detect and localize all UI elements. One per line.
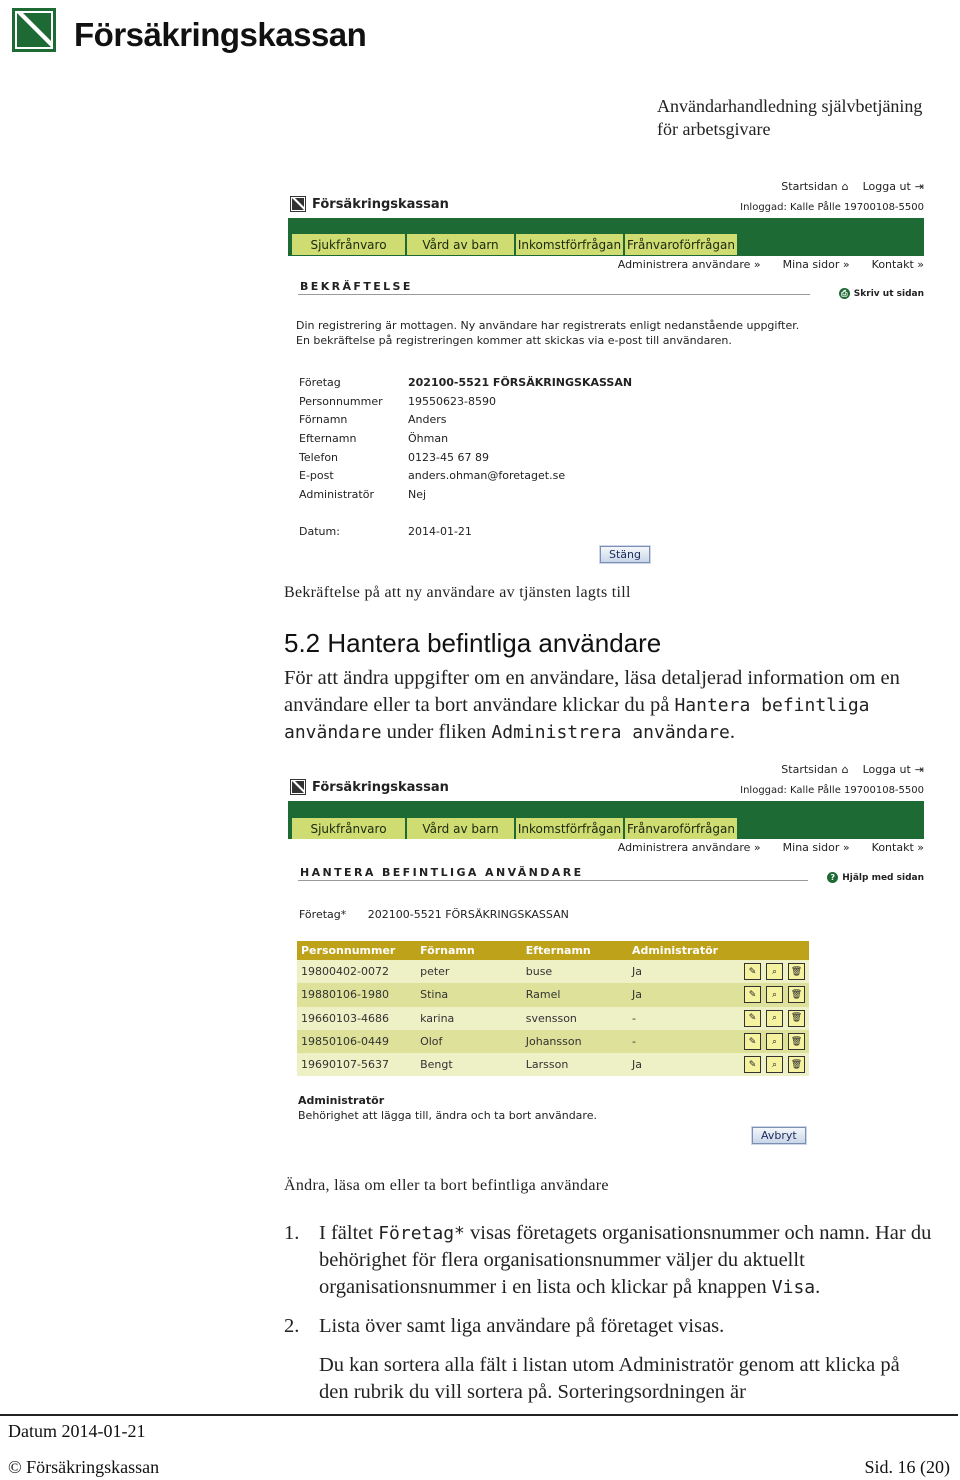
cell-efternamn: buse — [522, 960, 628, 983]
document-title — [657, 95, 922, 141]
tab-sjukfranvaro[interactable]: Sjukfrånvaro — [292, 234, 405, 255]
logo-icon — [12, 8, 56, 52]
screenshot-brand-text: Försäkringskassan — [312, 779, 449, 795]
cell-administrator: - — [628, 1007, 740, 1030]
detail-label: Förnamn — [299, 413, 348, 427]
ui-reference: Företag* — [378, 1223, 465, 1244]
view-icon[interactable]: ⌕ — [766, 986, 783, 1003]
list-number: 2. — [284, 1315, 300, 1337]
cell-fornamn: Olof — [416, 1030, 522, 1053]
figure-caption: Bekräftelse på att ny användare av tjänsten lagts till — [284, 584, 631, 601]
column-header-actions — [740, 941, 809, 960]
home-icon: ⌂ — [841, 180, 849, 193]
tab-bar — [292, 234, 737, 255]
logged-in-text: Inloggad: Kalle Pålle 19700108-5500 — [740, 202, 924, 213]
cell-fornamn: Stina — [416, 983, 522, 1006]
tab-vard-av-barn[interactable]: Vård av barn — [407, 818, 514, 839]
screenshot-manage-users — [288, 763, 928, 1148]
screenshot-brand — [290, 196, 449, 212]
ui-reference: Administrera användare — [491, 722, 730, 743]
edit-icon[interactable]: ✎ — [744, 1033, 761, 1050]
edit-icon[interactable]: ✎ — [744, 986, 761, 1003]
ui-reference: Visa — [771, 1277, 816, 1298]
confirmation-message — [296, 318, 799, 348]
list-text-part: . — [815, 1276, 821, 1298]
startsidan-link[interactable]: Startsidan ⌂ — [781, 763, 849, 776]
detail-label: Efternamn — [299, 432, 357, 446]
delete-icon[interactable]: 🗑 — [788, 986, 805, 1003]
delete-icon[interactable]: 🗑 — [788, 963, 805, 980]
admin-description: Behörighet att lägga till, ändra och ta bort användare. — [298, 1109, 597, 1122]
startsidan-link[interactable]: Startsidan ⌂ — [781, 180, 849, 193]
footer-date: Datum 2014-01-21 — [8, 1421, 146, 1441]
subnav-kontakt[interactable]: Kontakt » — [871, 841, 924, 854]
view-icon[interactable]: ⌕ — [766, 1010, 783, 1027]
cell-personnummer: 19850106-0449 — [297, 1030, 416, 1053]
cell-personnummer: 19880106-1980 — [297, 983, 416, 1006]
section-paragraph — [284, 665, 944, 746]
logga-ut-link[interactable]: Logga ut ⇥ — [862, 763, 924, 776]
column-header-fornamn[interactable]: Förnamn — [416, 941, 522, 960]
detail-value: 0123-45 67 89 — [408, 450, 489, 464]
cell-efternamn: Ramel — [522, 983, 628, 1006]
page-number: Sid. 16 (20) — [864, 1457, 950, 1477]
detail-label: Personnummer — [299, 394, 383, 408]
logged-in-text: Inloggad: Kalle Pålle 19700108-5500 — [740, 785, 924, 796]
logout-icon: ⇥ — [914, 180, 924, 193]
table-row — [297, 960, 809, 983]
help-icon: ? — [827, 872, 838, 883]
table-row — [297, 983, 809, 1006]
cell-actions — [740, 983, 809, 1006]
company-label: Företag* — [299, 908, 347, 921]
cell-actions — [740, 1030, 809, 1053]
figure-caption: Ändra, läsa om eller ta bort befintliga användare — [284, 1177, 609, 1194]
section-title: BEKRÄFTELSE — [300, 280, 413, 293]
cell-personnummer: 19660103-4686 — [297, 1007, 416, 1030]
cell-personnummer: 19690107-5637 — [297, 1053, 416, 1076]
edit-icon[interactable]: ✎ — [744, 963, 761, 980]
help-link-label: Hjälp med sidan — [842, 872, 924, 883]
screenshot-brand-text: Försäkringskassan — [312, 196, 449, 212]
tab-inkomstforfragan[interactable]: Inkomstförfrågan — [516, 234, 623, 255]
users-table — [297, 941, 809, 1076]
tab-sjukfranvaro[interactable]: Sjukfrånvaro — [292, 818, 405, 839]
detail-label: Telefon — [299, 450, 339, 464]
divider — [298, 294, 810, 295]
delete-icon[interactable]: 🗑 — [788, 1010, 805, 1027]
section-title: HANTERA BEFINTLIGA ANVÄNDARE — [300, 866, 584, 879]
print-icon: ⎙ — [839, 288, 850, 299]
admin-heading: Administratör — [298, 1094, 385, 1107]
cell-personnummer: 19800402-0072 — [297, 960, 416, 983]
paragraph-text: under fliken — [381, 721, 492, 743]
company-row — [299, 908, 569, 921]
logout-icon: ⇥ — [914, 763, 924, 776]
cell-actions — [740, 1053, 809, 1076]
cell-efternamn: Larsson — [522, 1053, 628, 1076]
logo-icon — [290, 779, 306, 795]
cell-administrator: Ja — [628, 983, 740, 1006]
help-link[interactable] — [827, 872, 924, 883]
cell-efternamn: Johansson — [522, 1030, 628, 1053]
tab-bar — [292, 818, 737, 839]
paragraph-text: . — [729, 721, 735, 743]
cell-fornamn: Bengt — [416, 1053, 522, 1076]
cancel-button[interactable]: Avbryt — [752, 1127, 806, 1144]
view-icon[interactable]: ⌕ — [766, 963, 783, 980]
subnav-mina-sidor[interactable]: Mina sidor » — [782, 841, 850, 854]
document-title-line2: för arbetsgivare — [657, 119, 771, 139]
ui-reference: Hantera befintliga användare — [284, 695, 870, 743]
edit-icon[interactable]: ✎ — [744, 1010, 761, 1027]
paragraph-text: För att ändra uppgifter om en användare, läsa detaljerad information om en användare eller ta bort användare klickar du på — [284, 667, 900, 716]
cell-administrator: Ja — [628, 1053, 740, 1076]
screenshot-confirmation — [288, 180, 928, 570]
list-number: 1. — [284, 1222, 300, 1244]
column-header-efternamn[interactable]: Efternamn — [522, 941, 628, 960]
detail-label: E-post — [299, 469, 334, 483]
table-row — [297, 1007, 809, 1030]
divider — [298, 880, 808, 881]
cell-actions — [740, 960, 809, 983]
home-icon: ⌂ — [841, 763, 849, 776]
detail-value: Anders — [408, 413, 447, 427]
top-links — [781, 180, 924, 193]
subnav-kontakt[interactable]: Kontakt » — [871, 258, 924, 271]
cell-actions — [740, 1007, 809, 1030]
detail-value: anders.ohman@foretaget.se — [408, 469, 566, 483]
delete-icon[interactable]: 🗑 — [788, 1033, 805, 1050]
cell-fornamn: karina — [416, 1007, 522, 1030]
detail-label: Företag — [299, 376, 341, 389]
edit-icon[interactable]: ✎ — [744, 1056, 761, 1073]
view-icon[interactable]: ⌕ — [766, 1033, 783, 1050]
print-link[interactable] — [839, 288, 924, 299]
top-links — [781, 763, 924, 776]
column-header-personnummer[interactable]: Personnummer — [297, 941, 416, 960]
list-text-part: visas företagets organisationsnummer och namn. Har du behörighet för flera organisationsnummer väljer du aktuellt organisationsnummer i en lista och klickar på knappen — [319, 1222, 932, 1298]
print-link-label: Skriv ut sidan — [853, 288, 924, 299]
cell-administrator: Ja — [628, 960, 740, 983]
logga-ut-link[interactable]: Logga ut ⇥ — [862, 180, 924, 193]
sub-nav — [618, 841, 924, 854]
list-text — [319, 1220, 959, 1301]
footer-divider — [0, 1414, 958, 1416]
table-header-row — [297, 941, 809, 960]
datum-label: Datum: — [299, 524, 340, 538]
subnav-administrera[interactable]: Administrera användare » — [617, 258, 761, 271]
detail-label: Administratör — [299, 488, 374, 502]
footer-copyright: © Försäkringskassan — [8, 1457, 160, 1477]
logo-icon — [290, 196, 306, 212]
datum-value: 2014-01-21 — [408, 524, 472, 538]
tab-inkomstforfragan[interactable]: Inkomstförfrågan — [516, 818, 623, 839]
detail-value: 19550623-8590 — [408, 394, 496, 408]
detail-value: Nej — [408, 488, 427, 502]
view-icon[interactable]: ⌕ — [766, 1056, 783, 1073]
list-text: Lista över samt liga användare på företaget visas. — [319, 1315, 725, 1337]
detail-value: 202100-5521 FÖRSÄKRINGSKASSAN — [408, 376, 633, 389]
sub-nav — [618, 258, 924, 271]
tab-franvaroforfragan[interactable]: Frånvaroförfrågan — [625, 234, 737, 255]
cell-administrator: - — [628, 1030, 740, 1053]
cell-efternamn: svensson — [522, 1007, 628, 1030]
section-heading: 5.2 Hantera befintliga användare — [284, 628, 662, 658]
message-line: En bekräftelse på registreringen kommer att skickas via e-post till användaren. — [296, 334, 732, 347]
cell-fornamn: peter — [416, 960, 522, 983]
table-row — [297, 1030, 809, 1053]
screenshot-brand — [290, 779, 449, 795]
table-row — [297, 1053, 809, 1076]
subnav-mina-sidor[interactable]: Mina sidor » — [782, 258, 850, 271]
column-header-administrator: Administratör — [628, 941, 740, 960]
company-value: 202100-5521 FÖRSÄKRINGSKASSAN — [367, 908, 569, 921]
close-button[interactable]: Stäng — [600, 546, 650, 563]
subnav-administrera[interactable]: Administrera användare » — [617, 841, 761, 854]
tab-franvaroforfragan[interactable]: Frånvaroförfrågan — [625, 818, 737, 839]
detail-value: Öhman — [408, 432, 449, 446]
tab-vard-av-barn[interactable]: Vård av barn — [407, 234, 514, 255]
logo-text: Försäkringskassan — [74, 16, 367, 53]
paragraph-text: Du kan sortera alla fält i listan utom Administratör genom att klicka på den rubrik du vill sortera på. Sorteringsordningen är — [319, 1354, 900, 1403]
list-text-part: I fältet — [319, 1222, 379, 1244]
document-title-line1: Användarhandledning självbetjäning — [657, 96, 923, 116]
message-line: Din registrering är mottagen. Ny användare har registrerats enligt nedanstående uppgifter. — [296, 319, 800, 332]
delete-icon[interactable]: 🗑 — [788, 1056, 805, 1073]
